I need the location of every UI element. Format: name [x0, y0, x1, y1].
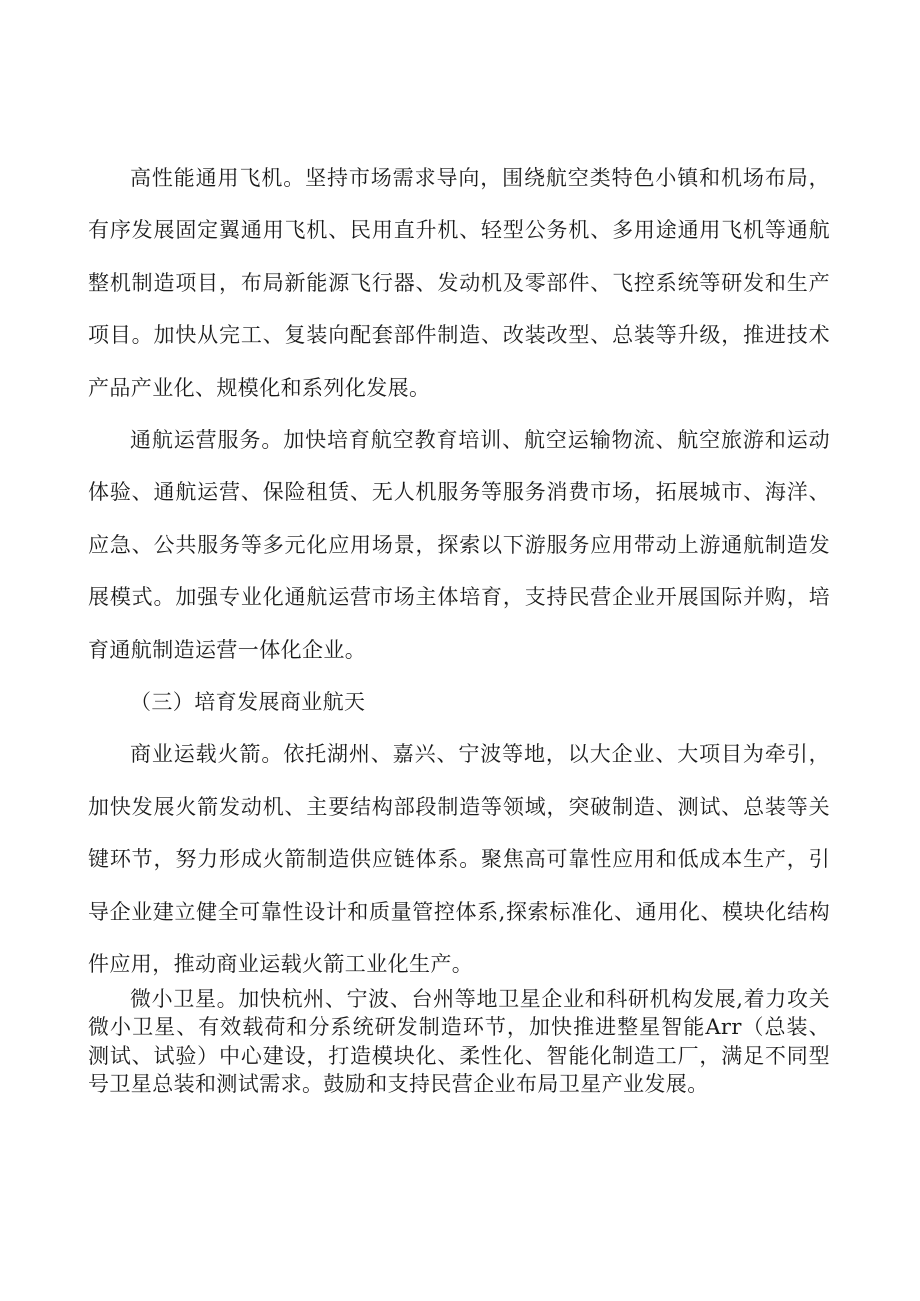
- section-heading: （三）培育发展商业航天: [130, 690, 366, 715]
- paragraph-commercial-rockets: 商业运载火箭。依托湖州、嘉兴、宁波等地，以大企业、大项目为牵引，加快发展火箭发动机、主要结构部段制造等领域，突破制造、测试、总装等关键环节，努力形成火箭制造供应链体系。聚焦高可靠性应用和低成本生产，引导企业建立健全可靠性设计和质量管控体系,探索标准化、通用化、模块化结构件应用，推动商业运载火箭工业化生产。: [88, 742, 830, 977]
- document-body: [88, 152, 830, 1099]
- paragraph-micro-satellites: 微小卫星。加快杭州、宁波、台州等地卫星企业和科研机构发展,着力攻关微小卫星、有效载荷和分系统研发制造环节，加快推进整星智能Arr（总装、测试、试验）中心建设，打造模块化、柔性化、智能化制造工厂，满足不同型号卫星总装和测试需求。鼓励和支持民营企业布局卫星产业发展。: [88, 986, 830, 1096]
- paragraph-general-aircraft: 高性能通用飞机。坚持市场需求导向，围绕航空类特色小镇和机场布局，有序发展固定翼通用飞机、民用直升机、轻型公务机、多用途通用飞机等通航整机制造项目，布局新能源飞行器、发动机及零部件、飞控系统等研发和生产项目。加快从完工、复装向配套部件制造、改装改型、总装等升级，推进技术产品产业化、规模化和系列化发展。: [88, 166, 830, 400]
- paragraph-aviation-services: 通航运营服务。加快培育航空教育培训、航空运输物流、航空旅游和运动体验、通航运营、保险租赁、无人机服务等服务消费市场，拓展城市、海洋、应急、公共服务等多元化应用场景，探索以下游服务应用带动上游通航制造发展模式。加强专业化通航运营市场主体培育，支持民营企业开展国际并购，培育通航制造运营一体化企业。: [88, 428, 830, 662]
